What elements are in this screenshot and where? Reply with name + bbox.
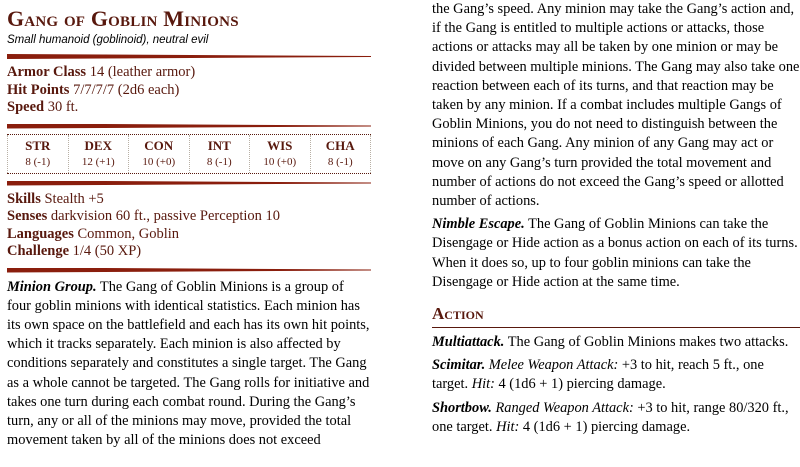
damage-text: 4 (1d6 + 1) piercing damage.	[522, 418, 691, 435]
languages-label: Languages	[7, 225, 74, 242]
trait-nimble-escape	[432, 215, 800, 292]
ability-name: CON	[144, 137, 174, 153]
skills-label: Skills	[7, 190, 41, 207]
ability-name: CHA	[325, 137, 355, 153]
challenge	[7, 243, 371, 261]
action-title: Multiattack.	[432, 334, 505, 351]
divider	[7, 124, 371, 129]
armor-class	[7, 64, 371, 82]
trait-text: the Gang’s speed. Any minion may take the Gang’s action and, if the Gang is entitled to multiple actions or attacks, those actions or attacks may all be taken by one minion or may be divided between multiple minions. The Gang may also take one reaction between each of its turns, and that reaction may be taken by any minion. If a combat includes multiple Gangs of Goblin Minions, you do not need to distinguish between the minions of each Gang. Any minion of any Gang may act or move on any Gang’s turn provided the total movement and number of actions do not exceed the Gang’s speed or allotted number of actions.	[432, 1, 800, 210]
skills	[7, 191, 371, 209]
trait-text: The Gang of Goblin Minions can take the Disengage or Hide action as a bonus action on each of its turns. When it does so, up to four goblin minions can take the Disengage or Hide action at the same time.	[432, 216, 798, 290]
hit-points-value: 7/7/7/7 (2d6 each)	[73, 81, 180, 98]
defense-block	[7, 64, 371, 117]
ability-str	[7, 135, 68, 173]
ability-wis	[249, 135, 310, 173]
trait-minion-group	[7, 278, 371, 451]
ability-name: STR	[25, 137, 51, 153]
languages	[7, 226, 371, 244]
senses-value: darkvision 60 ft., passive Perception 10	[50, 208, 281, 224]
details-block	[7, 191, 371, 261]
ability-value: 10 (+0)	[263, 155, 297, 168]
hit-label: Hit:	[471, 376, 495, 393]
hit-points-label: Hit Points	[7, 81, 70, 98]
attack-text: +3 to hit, reach 5 ft., one target.	[432, 357, 764, 393]
ability-cha	[310, 135, 372, 173]
action-title: Scimitar.	[432, 357, 486, 374]
ability-value: 10 (+0)	[142, 155, 176, 168]
trait-minion-group-continued	[432, 0, 800, 211]
challenge-value: 1/4 (50 XP)	[72, 243, 142, 259]
stat-block-right-column	[432, 0, 800, 437]
action-shortbow	[432, 399, 800, 437]
action-title: Shortbow.	[432, 399, 492, 416]
senses-label: Senses	[7, 208, 48, 224]
actions-heading: Action	[432, 304, 484, 324]
ability-value: 8 (-1)	[206, 155, 232, 168]
ability-name: INT	[207, 137, 231, 153]
section-rule	[432, 327, 800, 328]
ability-dex	[68, 135, 129, 173]
ability-value: 8 (-1)	[327, 155, 353, 168]
divider	[7, 268, 371, 273]
action-text: The Gang of Goblin Minions makes two attacks.	[507, 334, 789, 351]
challenge-label: Challenge	[7, 243, 70, 259]
action-multiattack	[432, 333, 800, 352]
ability-name: DEX	[84, 137, 112, 153]
divider	[7, 181, 371, 186]
action-scimitar	[432, 356, 800, 394]
ability-int	[189, 135, 250, 173]
armor-class-label: Armor Class	[7, 64, 87, 80]
stat-block-left-column	[7, 0, 371, 450]
damage-text: 4 (1d6 + 1) piercing damage.	[498, 376, 666, 393]
hit-points	[7, 82, 371, 100]
speed	[7, 99, 371, 117]
monster-name: Gang of Goblin Minions	[7, 6, 239, 31]
divider	[7, 54, 371, 59]
ability-value: 12 (+1)	[81, 155, 115, 168]
ability-scores	[7, 134, 371, 174]
hit-label: Hit:	[496, 418, 520, 435]
attack-text: +3 to hit, range 80/320 ft., one target.	[432, 399, 789, 435]
attack-type: Ranged Weapon Attack:	[495, 399, 634, 416]
monster-type: Small humanoid (goblinoid), neutral evil	[7, 34, 209, 46]
trait-title: Minion Group.	[7, 278, 97, 295]
ability-name: WIS	[267, 137, 293, 153]
ability-value: 8 (-1)	[25, 155, 51, 168]
languages-value: Common, Goblin	[77, 225, 180, 242]
skills-value: Stealth +5	[44, 190, 104, 207]
attack-type: Melee Weapon Attack:	[488, 357, 619, 374]
speed-label: Speed	[7, 99, 45, 115]
armor-class-value: 14 (leather armor)	[89, 64, 196, 80]
senses	[7, 208, 371, 226]
trait-text: The Gang of Goblin Minions is a group of four goblin minions with identical statistics. Each minion has its own space on the battlefield and each has its own hit points, which it tracks separately. Each minion is also affected by conditions separately and constitutes a single target. The Gang as a whole cannot be targeted. The Gang rolls for initiative and takes one turn during each combat round. During the Gang’s turn, any or all of the minions may move, provided the total movement taken by all of the minions does not exceed	[7, 278, 370, 449]
ability-con	[128, 135, 189, 173]
speed-value: 30 ft.	[47, 99, 79, 115]
trait-title: Nimble Escape.	[432, 216, 525, 233]
